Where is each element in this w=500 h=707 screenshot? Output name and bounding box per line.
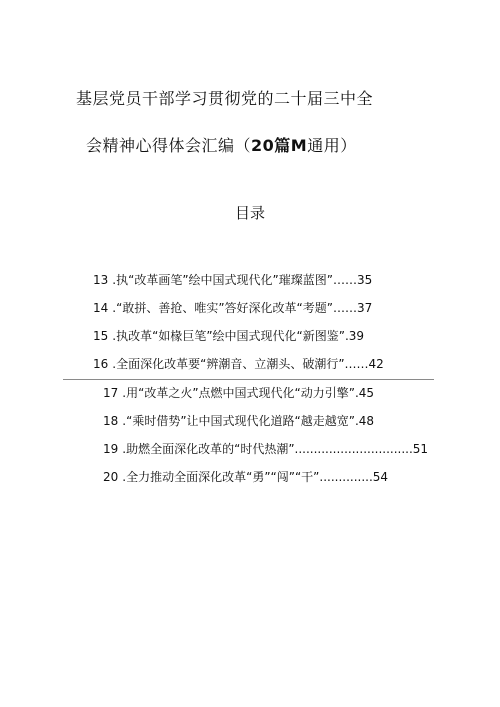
toc-entry-text: .执“改革画笔”绘中国式现代化”璀璨蓝图”……35 bbox=[112, 273, 373, 287]
toc-entry-number: 13 bbox=[93, 273, 109, 287]
toc-entry-text: .用“改革之火”点燃中国式现代化“动力引擎”.45 bbox=[122, 386, 375, 400]
toc-entry-text: .全面深化改革要“辨潮音、立潮头、破潮行”……42 bbox=[112, 357, 384, 371]
toc-entry-number: 16 bbox=[93, 357, 109, 371]
toc-entry-number: 18 bbox=[103, 414, 119, 428]
title-line-2-suffix: 通用） bbox=[307, 136, 357, 155]
toc-entry[interactable] bbox=[93, 355, 384, 372]
toc-entry[interactable] bbox=[93, 299, 372, 316]
toc-entry-number: 15 bbox=[93, 329, 109, 343]
toc-entry-text: .助燃全面深化改革的“时代热潮”...............................51 bbox=[122, 442, 429, 456]
toc-entry-number: 19 bbox=[103, 442, 119, 456]
title-line-2-prefix: 会精神心得体会汇编（ bbox=[86, 136, 252, 155]
title-line-2-count: 20篇M bbox=[251, 136, 308, 155]
divider-line bbox=[63, 379, 434, 380]
toc-entry[interactable] bbox=[93, 327, 364, 344]
document-title-line-2 bbox=[86, 133, 357, 156]
document-title-line-1: 基层党员干部学习贯彻党的二十届三中全 bbox=[76, 89, 374, 108]
toc-entry-text: .“乘时借势”让中国式现代化道路“越走越宽”.48 bbox=[122, 414, 375, 428]
toc-heading: 目录 bbox=[234, 204, 265, 222]
toc-entry-text: .“敢拼、善抢、唯实”答好深化改革“考题”……37 bbox=[112, 301, 373, 315]
toc-entry-text: .执改革“如椽巨笔”绘中国式现代化“新图鉴”.39 bbox=[112, 329, 365, 343]
toc-entry[interactable] bbox=[103, 440, 428, 457]
toc-entry-number: 20 bbox=[103, 470, 119, 484]
toc-entry[interactable] bbox=[93, 271, 372, 288]
toc-entry[interactable] bbox=[103, 384, 374, 401]
toc-entry-text: .全力推动全面深化改革“勇”“闯”“干”..............54 bbox=[122, 470, 389, 484]
toc-entry[interactable] bbox=[103, 412, 374, 429]
toc-entry-number: 17 bbox=[103, 386, 119, 400]
toc-entry[interactable] bbox=[103, 468, 388, 485]
toc-entry-number: 14 bbox=[93, 301, 109, 315]
